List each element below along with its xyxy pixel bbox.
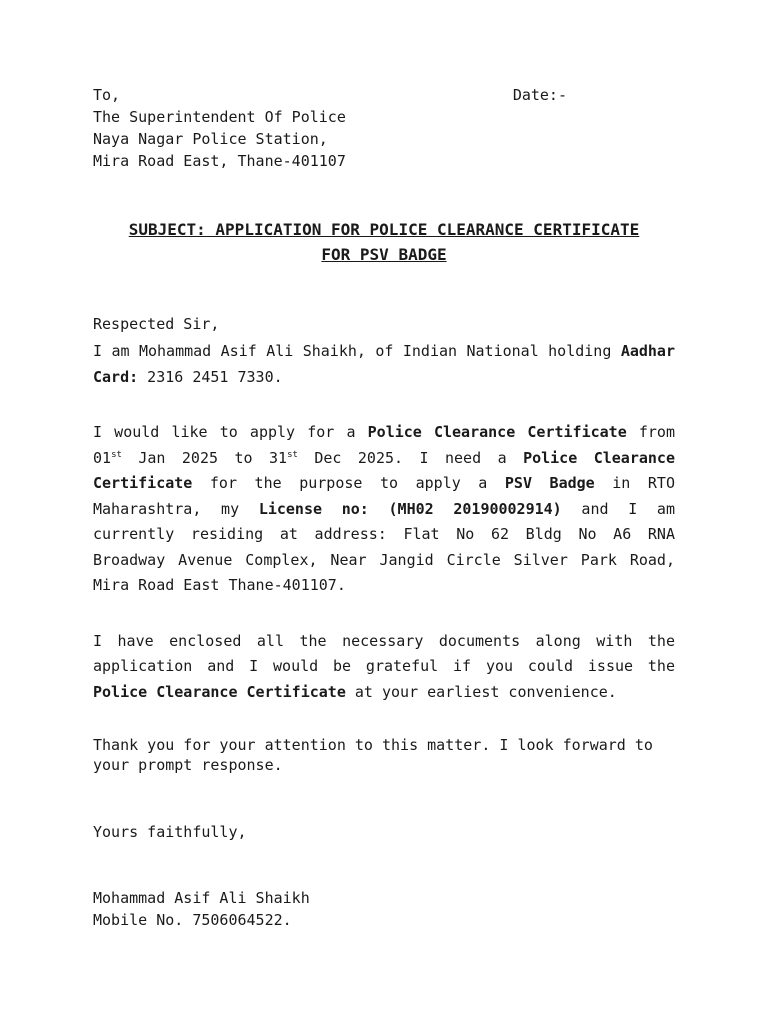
- paragraph-request: [93, 420, 675, 599]
- aadhar-label: Aadhar Card:: [93, 342, 675, 386]
- recipient-line-1: The Superintendent Of Police: [93, 108, 346, 126]
- request-text-2: from 01: [93, 423, 675, 467]
- recipient-line-3: Mira Road East, Thane-401107: [93, 152, 346, 170]
- subject-line-2: FOR PSV BADGE: [321, 245, 447, 264]
- recipient-line-2: Naya Nagar Police Station,: [93, 130, 328, 148]
- request-sup-1: st: [111, 449, 122, 460]
- paragraph-enclosure: [93, 629, 675, 706]
- closing: Yours faithfully,: [93, 823, 247, 841]
- letter-page: [93, 84, 675, 931]
- salutation: Respected Sir,: [93, 315, 220, 333]
- date-label: Date:-: [512, 86, 567, 104]
- to-label: To,: [93, 86, 121, 104]
- request-bold-psv: PSV Badge: [504, 474, 595, 492]
- signature-block: [93, 887, 675, 931]
- paragraph-thanks: Thank you for your attention to this matter. I look forward to your prompt response.: [93, 736, 653, 774]
- request-bold-license: License no: (MH02 20190002914): [258, 499, 562, 518]
- enclosure-text-2: at your earliest convenience.: [345, 682, 617, 701]
- signature-name: Mohammad Asif Ali Shaikh: [93, 889, 310, 907]
- signature-mobile: Mobile No. 7506064522.: [93, 911, 292, 929]
- aadhar-value: 2316 2451 7330.: [138, 367, 283, 386]
- request-text-1: I would like to apply for a: [93, 423, 368, 441]
- request-bold-pcc-1: Police Clearance Certificate: [367, 423, 627, 441]
- subject-heading: [93, 217, 675, 267]
- enclosure-text-1: I have enclosed all the necessary documents along with the application and I would be grateful if you could issue the: [93, 631, 675, 675]
- request-bold-pcc-2: Police Clearance Certificate: [93, 448, 675, 492]
- request-sup-2: st: [287, 449, 298, 460]
- request-text-3: Jan 2025 to 31: [121, 448, 288, 467]
- request-text-7: and I am currently residing at address: Flat No 62 Bldg No A6 RNA Broadway Avenue Complex, Near Jangid Circle Silver Park Road, Mira Road East Thane-401107.: [93, 499, 675, 594]
- request-text-6: in RTO Maharashtra, my: [93, 474, 675, 518]
- request-text-5: for the purpose to apply a: [192, 474, 505, 492]
- paragraph-identity: [93, 339, 675, 390]
- to-row: [93, 84, 675, 106]
- subject-line-1: SUBJECT: APPLICATION FOR POLICE CLEARANCE CERTIFICATE: [128, 220, 640, 239]
- enclosure-bold-pcc: Police Clearance Certificate: [93, 682, 346, 701]
- request-text-4: Dec 2025. I need a: [297, 448, 524, 467]
- identity-text: I am Mohammad Asif Ali Shaikh, of Indian National holding: [93, 342, 621, 360]
